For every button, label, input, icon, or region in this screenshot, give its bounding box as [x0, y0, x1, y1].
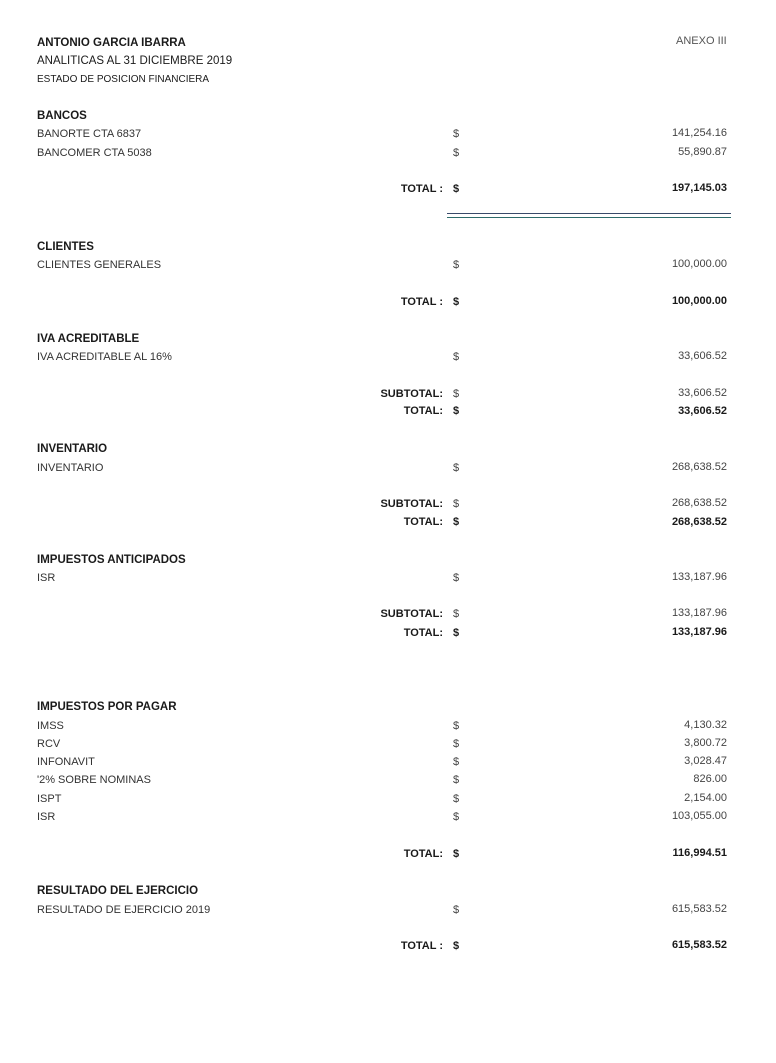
currency-symbol: $	[453, 572, 460, 584]
currency-symbol: $	[453, 793, 460, 805]
item-label: CLIENTES GENERALES	[37, 259, 162, 271]
currency-symbol: $	[453, 147, 460, 159]
total-label: TOTAL:	[403, 516, 443, 528]
currency-symbol: $	[453, 848, 460, 860]
section-title-clientes: CLIENTES	[37, 241, 94, 253]
section-title-inventario: INVENTARIO	[37, 443, 108, 455]
total-amount: 197,145.03	[671, 182, 727, 194]
item-label: ISPT	[37, 793, 62, 805]
item-amount: 103,055.00	[671, 810, 727, 822]
company-name: ANTONIO GARCIA IBARRA	[37, 37, 186, 49]
report-subtitle: ANALITICAS AL 31 DICIEMBRE 2019	[37, 55, 233, 67]
currency-symbol: $	[453, 774, 460, 786]
currency-symbol: $	[453, 498, 460, 510]
total-amount: 615,583.52	[671, 939, 727, 951]
total-label: TOTAL :	[400, 296, 443, 308]
subtotal-label: SUBTOTAL:	[380, 388, 443, 400]
currency-symbol: $	[453, 738, 460, 750]
item-amount: 33,606.52	[678, 350, 727, 362]
currency-symbol: $	[453, 259, 460, 271]
item-amount: 141,254.16	[671, 127, 727, 139]
total-label: TOTAL:	[403, 848, 443, 860]
currency-symbol: $	[453, 720, 460, 732]
item-amount: 55,890.87	[678, 146, 727, 158]
total-amount: 133,187.96	[671, 626, 727, 638]
item-amount: 615,583.52	[671, 903, 727, 915]
item-label: '2% SOBRE NOMINAS	[37, 774, 151, 786]
annex-label: ANEXO III	[676, 35, 727, 47]
total-amount: 33,606.52	[678, 405, 727, 417]
item-label: INVENTARIO	[37, 462, 104, 474]
section-title-impuestos-anticipados: IMPUESTOS ANTICIPADOS	[37, 554, 186, 566]
currency-symbol: $	[453, 608, 460, 620]
item-label: BANORTE CTA 6837	[37, 128, 142, 140]
section-title-resultado: RESULTADO DEL EJERCICIO	[37, 885, 199, 897]
total-label: TOTAL :	[400, 183, 443, 195]
currency-symbol: $	[453, 940, 460, 952]
currency-symbol: $	[453, 811, 460, 823]
section-title-bancos: BANCOS	[37, 110, 87, 122]
item-amount: 826.00	[693, 773, 727, 785]
subtotal-amount: 268,638.52	[671, 497, 727, 509]
item-amount: 4,130.32	[684, 719, 727, 731]
subtotal-label: SUBTOTAL:	[380, 608, 443, 620]
currency-symbol: $	[453, 388, 460, 400]
currency-symbol: $	[453, 627, 460, 639]
item-amount: 3,800.72	[684, 737, 727, 749]
currency-symbol: $	[453, 183, 460, 195]
total-label: TOTAL :	[400, 940, 443, 952]
currency-symbol: $	[453, 128, 460, 140]
total-amount: 116,994.51	[672, 847, 727, 859]
subtotal-amount: 33,606.52	[678, 387, 727, 399]
subtotal-label: SUBTOTAL:	[380, 498, 443, 510]
currency-symbol: $	[453, 296, 460, 308]
currency-symbol: $	[453, 351, 460, 363]
statement-title: ESTADO DE POSICION FINANCIERA	[37, 74, 210, 85]
item-label: ISR	[37, 572, 56, 584]
currency-symbol: $	[453, 756, 460, 768]
subtotal-amount: 133,187.96	[671, 607, 727, 619]
item-amount: 268,638.52	[671, 461, 727, 473]
item-label: IMSS	[37, 720, 64, 732]
item-amount: 3,028.47	[684, 755, 727, 767]
total-amount: 100,000.00	[671, 295, 727, 307]
item-amount: 100,000.00	[671, 258, 727, 270]
item-label: ISR	[37, 811, 56, 823]
currency-symbol: $	[453, 462, 460, 474]
item-label: RESULTADO DE EJERCICIO 2019	[37, 904, 211, 916]
total-amount: 268,638.52	[671, 516, 727, 528]
double-rule-bottom	[447, 217, 731, 218]
item-amount: 133,187.96	[671, 571, 727, 583]
item-label: BANCOMER CTA 5038	[37, 147, 152, 159]
item-label: IVA ACREDITABLE AL 16%	[37, 351, 172, 363]
item-label: RCV	[37, 738, 61, 750]
currency-symbol: $	[453, 516, 460, 528]
section-title-impuestos-por-pagar: IMPUESTOS POR PAGAR	[37, 701, 177, 713]
item-amount: 2,154.00	[684, 792, 727, 804]
section-title-iva: IVA ACREDITABLE	[37, 333, 140, 345]
total-label: TOTAL:	[403, 405, 443, 417]
total-label: TOTAL:	[403, 627, 443, 639]
double-rule-top	[447, 213, 731, 214]
currency-symbol: $	[453, 405, 460, 417]
item-label: INFONAVIT	[37, 756, 95, 768]
currency-symbol: $	[453, 904, 460, 916]
